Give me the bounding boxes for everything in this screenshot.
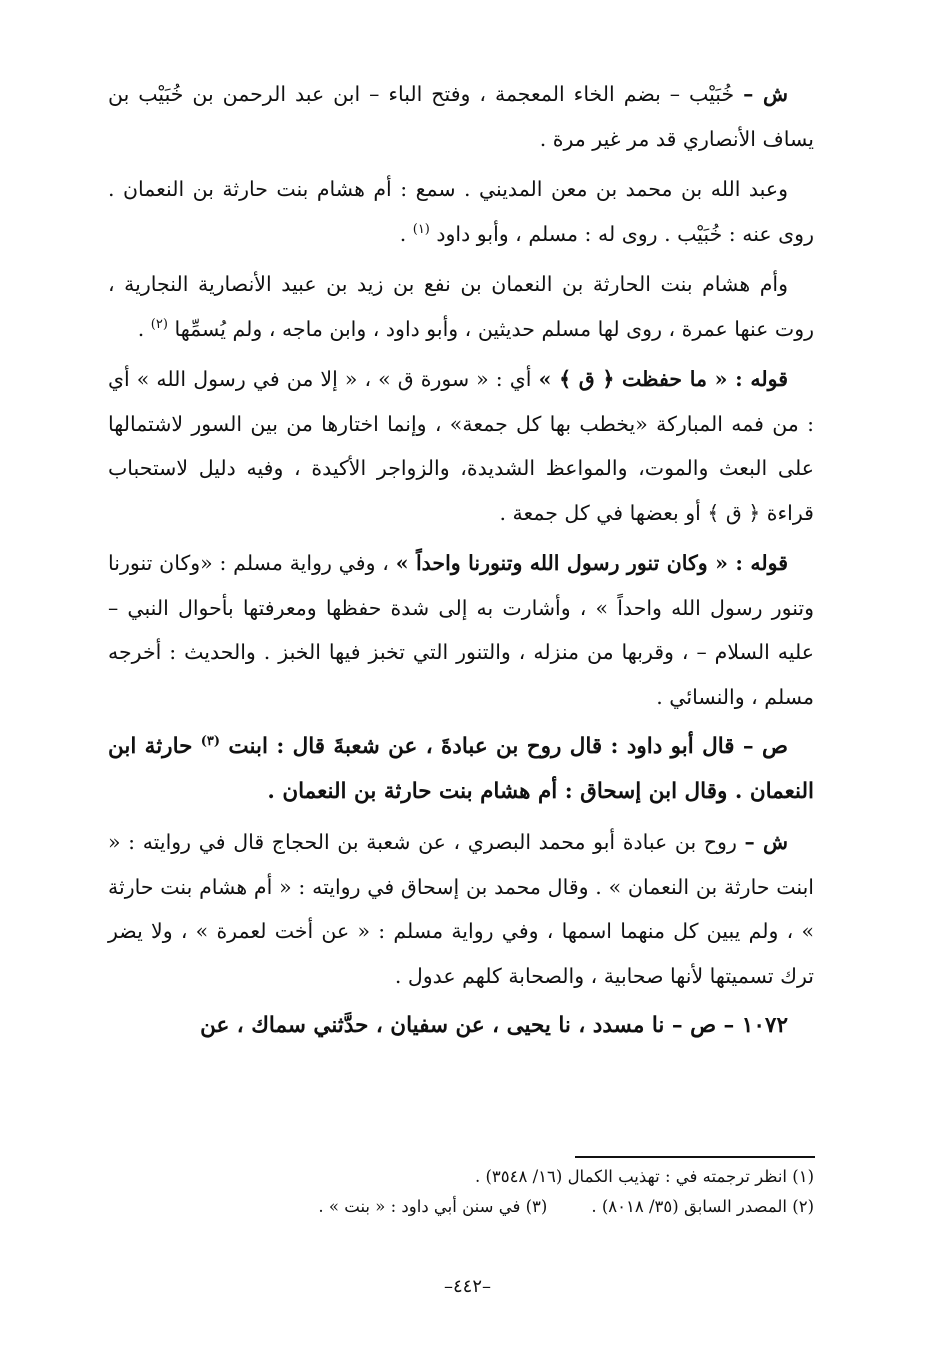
paragraph-7 (108, 820, 814, 998)
paragraph-text: ١٠٧٢ – ص – نا مسدد ، نا يحيى ، عن سفيان ، حدَّثني سماك ، عن (200, 1013, 788, 1038)
paragraph-text: وأم هشام بنت الحارثة بن النعمان بن نفع بن زيد بن عبيد الأنصارية النجارية ، روت عنها عمرة ، روى لها مسلم حديثين ، وأبو داود ، وابن ماجه ، ولم يُسمِّها (108, 272, 814, 341)
paragraph-text: روح بن عبادة أبو محمد البصري ، عن شعبة بن الحجاج قال في روايته : « ابنت حارثة بن النعمان » . وقال محمد بن إسحاق في روايته : « أم هشام بنت حارثة » ، ولم يبين كل منهما اسمها ، وفي رواية مسلم : « عن أخت لعمرة » ، ولا يضر ترك تسميتها لأنها صحابية ، والصحابة كلهم عدول . (108, 830, 814, 988)
footnote-line-2 (150, 1192, 814, 1222)
paragraph-text: ، وفي رواية مسلم : «وكان تنورنا وتنور رسول الله واحداً » ، وأشارت به إلى شدة حفظها ومعرفتها بأحوال النبي – عليه السلام – ، وقربها من منزله ، والتنور التي تخبز فيها الخبز . والحديث : أخرجه مسلم ، والنسائي . (108, 551, 814, 709)
paragraph-1 (108, 72, 814, 161)
paragraph-tail: . (399, 221, 413, 246)
footnote-1: (١) انظر ترجمته في : تهذيب الكمال (١٦/ ٣٥٤٨) . (474, 1167, 814, 1186)
paragraph-lead: ش – (744, 830, 789, 854)
paragraph-lead: قوله : « ما حفظت ﴿ ق ﴾ » (538, 367, 789, 391)
footnote-3: (٣) في سنن أبي داود : « بنت » . (318, 1197, 548, 1216)
paragraph-text: خُبَيْب – بضم الخاء المعجمة ، وفتح الباء – ابن عبد الرحمن بن خُبَيْب بن يساف الأنصاري قد مر غير مرة . (108, 82, 814, 151)
footnote-2: (٢) المصدر السابق (٣٥/ ٨٠١٨) . (591, 1197, 814, 1216)
paragraph-8 (108, 1004, 814, 1049)
footnotes (150, 1162, 814, 1222)
footnote-marker: (٣) (200, 733, 221, 749)
page-number: –٤٤٢– (443, 1276, 491, 1297)
paragraph-tail: حارثة ابن النعمان . وقال ابن إسحاق : أم هشام بنت حارثة بن النعمان . (108, 734, 814, 804)
paragraph-text: وعبد الله بن محمد بن معن المديني . سمع : أم هشام بنت حارثة بن النعمان . روى عنه : خُبَيْب . روى له : مسلم ، وأبو داود (108, 177, 814, 246)
footnote-marker: (١) (412, 221, 430, 237)
footnote-marker: (٢) (150, 316, 168, 332)
paragraph-text: أي : « سورة ق » ، « إلا من في رسول الله » أي : من فمه المباركة «يخطب بها كل جمعة» ، وإنما اختارها من بين السور لاشتمالها على البعث والموت، والمواعظ الشديدة، والزواجر الأكيدة ، وفيه دليل لاستحباب قراءة ﴿ ق ﴾ أو بعضها في كل جمعة . (108, 367, 814, 525)
paragraph-5 (108, 541, 814, 719)
paragraph-2 (108, 167, 814, 256)
paragraph-lead: قوله : « وكان تنور رسول الله وتنورنا واحداً » (395, 551, 788, 575)
paragraph-6 (108, 725, 814, 814)
paragraph-tail: . (137, 316, 151, 341)
main-text (108, 72, 814, 1049)
footnote-divider (575, 1156, 815, 1158)
paragraph-3 (108, 262, 814, 351)
paragraph-lead: ش – (743, 82, 788, 106)
paragraph-4 (108, 357, 814, 535)
paragraph-text: ص – قال أبو داود : قال روح بن عبادةَ ، عن شعبةَ قال : ابنت (228, 734, 788, 759)
